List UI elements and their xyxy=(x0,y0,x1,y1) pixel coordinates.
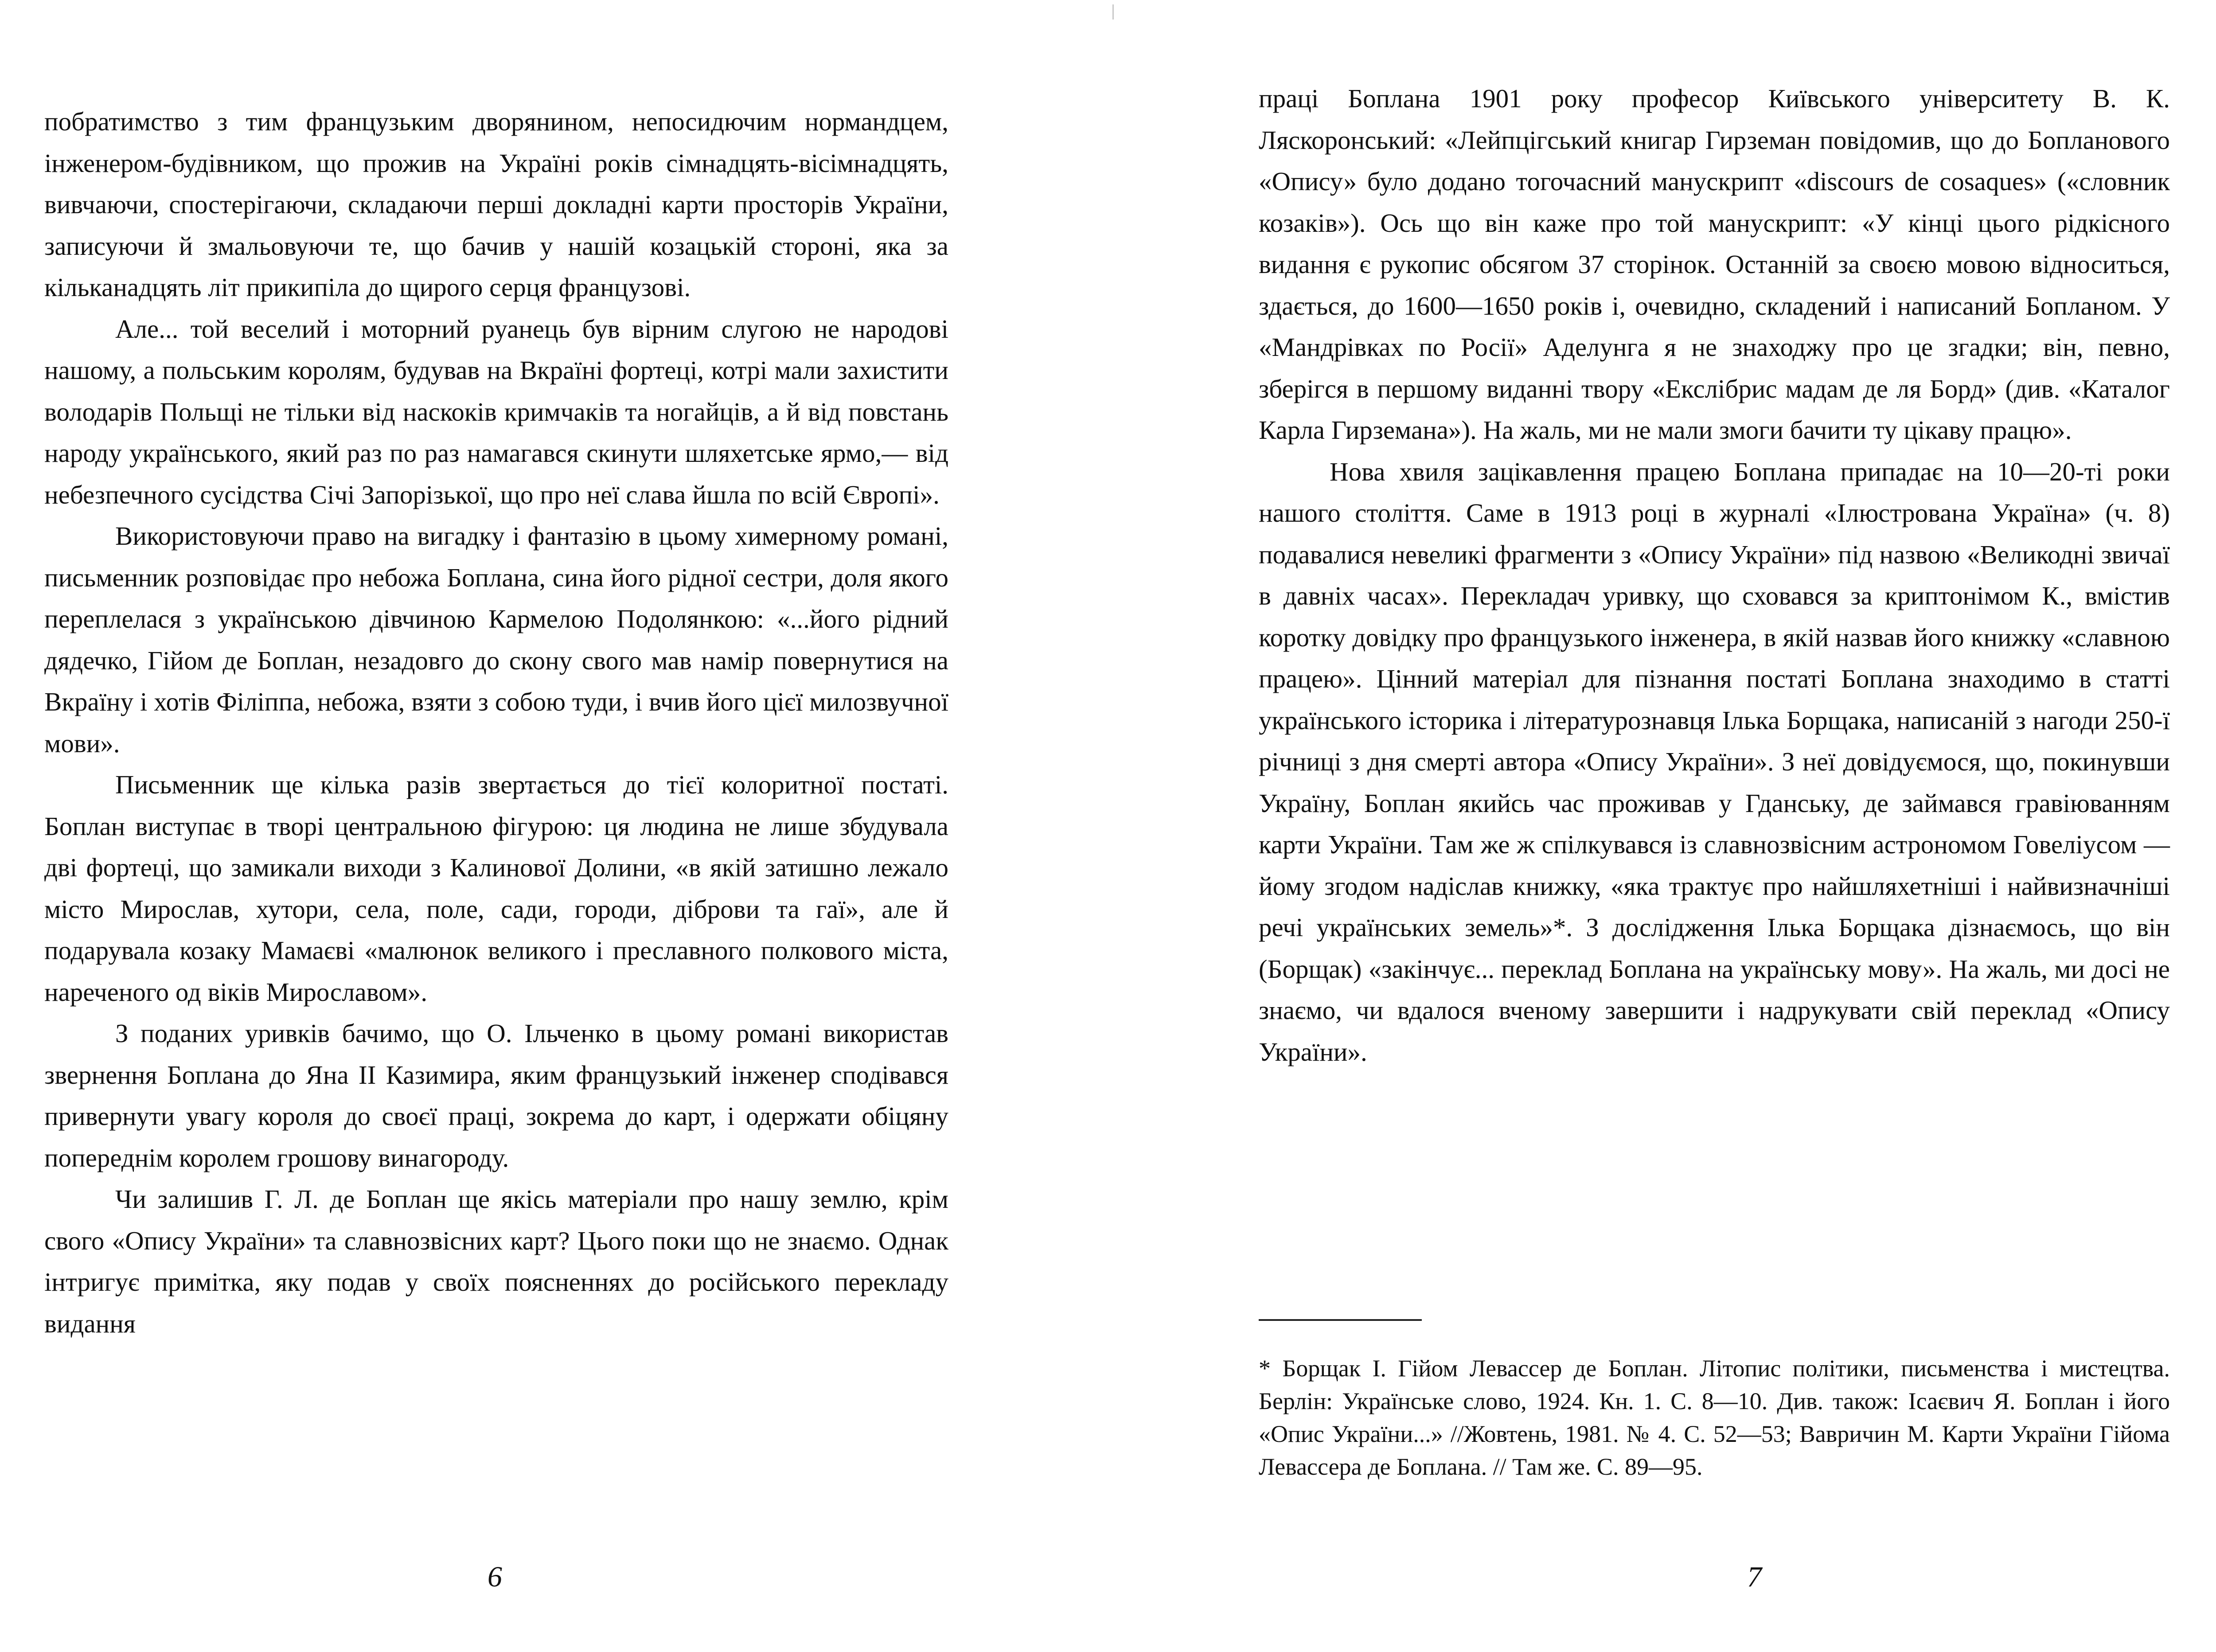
paragraph: Нова хвиля зацікавлення працею Боплана припадає на 10—20-ті роки нашого століття. Саме в 1913 році в журналі «Ілюстрована Україна» (ч. 8) подавалися невеликі фрагменти з «Опису України» під назвою «Великодні звичаї в давніх часах». Перекладач уривку, що сховався за криптонімом К., вмістив коротку довідку про французького інженера, в якій назвав його книжку «славною працею». Цінний матеріал для пізнання постаті Боплана знаходимо в статті українського історика і літературознавця Ілька Борщака, написаній з нагоди 250-ї річниці з дня смерті автора «Опису України». З неї довідуємося, що, покинувши Україну, Боплан якийсь час проживав у Гданську, де займався гравіюванням карти України. Там же ж спілкувався із славнозвісним астрономом Говеліусом — йому згодом надіслав книжку, «яка трактує про найшляхетніші і найвизначніші речі українських земель»*. З дослідження Ілька Борщака дізнаємось, що він (Борщак) «закінчує... переклад Боплана на українську мову». На жаль, ми досі не знаємо, чи вдалося вченому завершити і надрукувати свій переклад «Опису України». xyxy=(1259,457,2170,1066)
page-number-right: 7 xyxy=(1747,1561,1762,1593)
paragraph: Чи залишив Г. Л. де Боплан ще якісь матеріали про нашу землю, крім свого «Опису України» та славнозвісних карт? Цього поки що не знаємо. Однак інтригує примітка, яку подав у своїх поясненнях до російського перекладу видання xyxy=(44,1184,948,1338)
paragraph: праці Боплана 1901 року професор Київського університету В. К. Ляскоронський: «Лейпцігський книгар Гирземан повідомив, що до Бопланового «Опису» було додано тогочасний манускрипт «discours de cosaques» («словник козаків»). Ось що він каже про той манускрипт: «У кінці цього рідкісного видання є рукопис обсягом 37 сторінок. Останній за своєю мовою відноситься, здається, до 1600—1650 років і, очевидно, складений і написаний Бопланом. У «Мандрівках по Росії» Аделунга я не знаходжу про це згадки; він, певно, зберігся в першому виданні твору «Екслібрис мадам де ля Борд» (див. «Каталог Карла Гирземана»). На жаль, ми не мали змоги бачити ту цікаву працю». xyxy=(1259,84,2170,445)
paragraph: Письменник ще кілька разів звертається до тієї колоритної постаті. Боплан виступає в творі центральною фігурою: ця людина не лише збудувала дві фортеці, що замикали виходи з Калинової Долини, «в якій затишно лежало місто Мирослав, хутори, села, поле, сади, городи, діброви та гаї», але й подарувала козаку Мамаєві «малюнок великого і преславного полкового міста, нареченого од віків Мирославом». xyxy=(44,770,948,1007)
gutter-mark xyxy=(1112,4,1114,20)
footnote: * Борщак І. Гійом Левассер де Боплан. Літопис політики, письменства і мистецтва. Берлін: Українське слово, 1924. Кн. 1. С. 8—10. Див. також: Ісаєвич Я. Боплан і його «Опис України...» //Жовтень, 1981. № 4. С. 52—53; Вавричин М. Карти України Гійома Левассера де Боплана. // Там же. С. 89—95. xyxy=(1259,1355,2170,1480)
right-page-body xyxy=(1259,78,2170,1073)
paragraph: побратимство з тим французьким дворянином, непосидючим нормандцем, інженером-будівником, що прожив на Україні років сімнадцять-вісімнадцять, вивчаючи, спостерігаючи, складаючи перші докладні карти просторів України, записуючи й змальовуючи те, що бачив у нашій козацькій стороні, яка за кільканадцять літ прикипіла до щирого серця французові. xyxy=(44,107,948,302)
paragraph: Але... той веселий і моторний руанець був вірним слугою не народові нашому, а польським королям, будував на Вкраїні фортеці, котрі мали захистити володарів Польщі не тільки від наскоків кримчаків та ногайців, а й від повстань народу українського, який раз по раз намагався скинути шляхетське ярмо,— від небезпечного сусідства Січі Запорізької, що про неї слава йшла по всій Європі». xyxy=(44,314,948,509)
paragraph: З поданих уривків бачимо, що О. Ільченко в цьому романі використав звернення Боплана до Яна II Казимира, яким французький інженер сподівався привернути увагу короля до своєї праці, зокрема до карт, і одержати обіцяну попереднім королем грошову винагороду. xyxy=(44,1019,948,1172)
right-page xyxy=(1135,0,2216,1652)
paragraph: Використовуючи право на вигадку і фантазію в цьому химерному романі, письменник розповідає про небожа Боплана, сина його рідної сестри, доля якого переплелася з українською дівчиною Кармелою Подолянкою: «...його рідний дядечко, Гійом де Боплан, незадовго до скону свого мав намір повернутися на Вкраїну і хотів Філіппа, небожа, взяти з собою туди, і вчив його цієї милозвучної мови». xyxy=(44,521,948,758)
page-number-left: 6 xyxy=(488,1561,502,1593)
left-page-body xyxy=(44,101,948,1344)
footnote-divider xyxy=(1259,1319,1422,1321)
